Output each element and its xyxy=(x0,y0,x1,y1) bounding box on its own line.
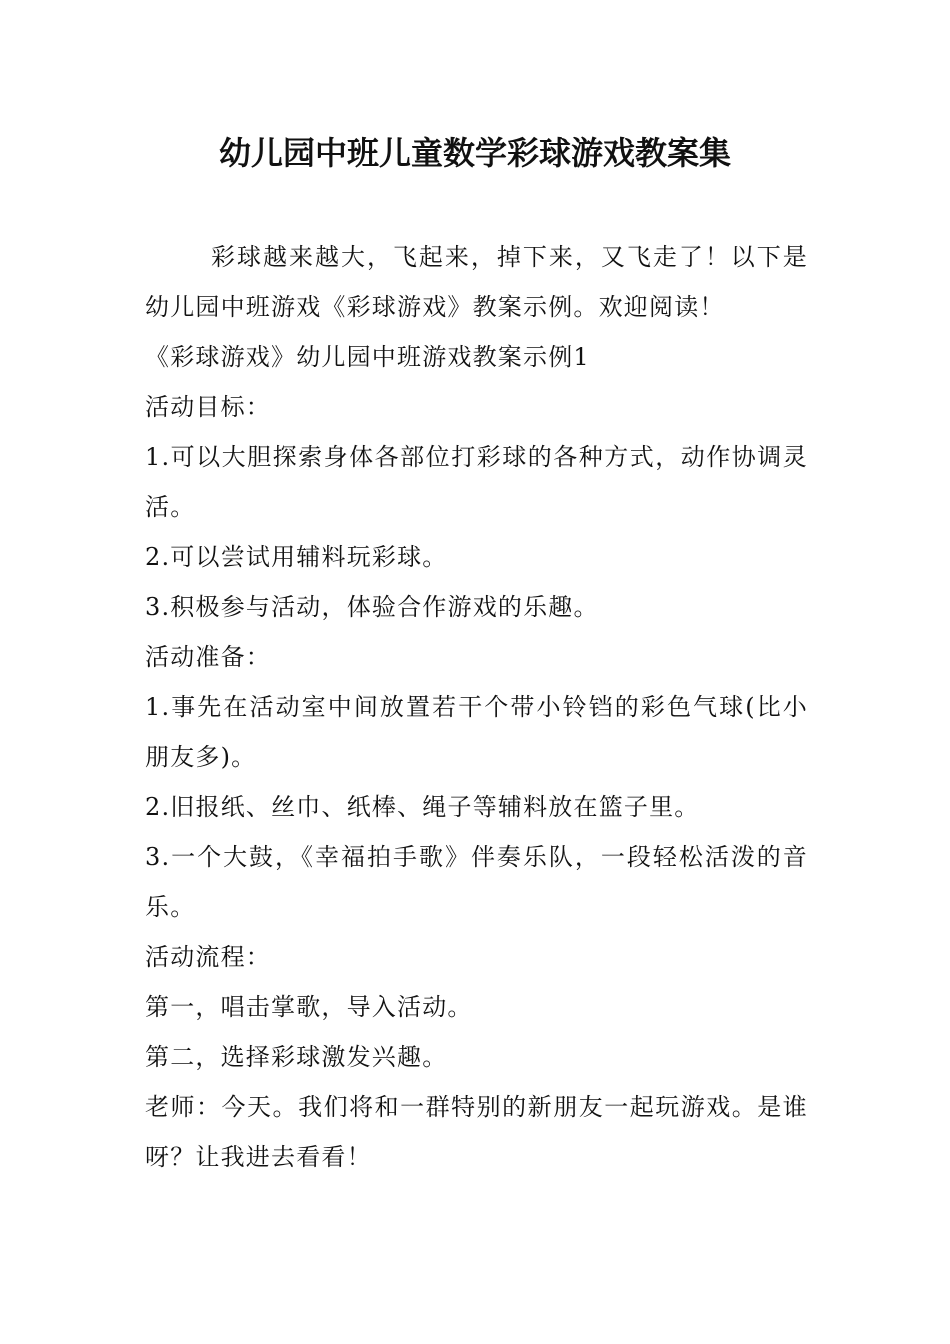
document-body xyxy=(145,232,808,1182)
preparation-item-1: 1.事先在活动室中间放置若干个带小铃铛的彩色气球(比小朋友多)。 xyxy=(145,693,808,771)
process-step-2: 第二，选择彩球激发兴趣。 xyxy=(145,1043,448,1071)
section-heading-example: 《彩球游戏》幼儿园中班游戏教案示例1 xyxy=(145,343,590,371)
goal-item-2: 2.可以尝试用辅料玩彩球。 xyxy=(145,543,448,571)
document-title: 幼儿园中班儿童数学彩球游戏教案集 xyxy=(218,134,731,172)
goal-item-3: 3.积极参与活动，体验合作游戏的乐趣。 xyxy=(145,593,599,621)
heading-activity-process: 活动流程： xyxy=(145,943,271,971)
teacher-dialogue: 老师：今天。我们将和一群特别的新朋友一起玩游戏。是谁呀？让我进去看看！ xyxy=(145,1093,808,1171)
process-step-1: 第一，唱击掌歌，导入活动。 xyxy=(145,993,473,1021)
goal-item-1: 1.可以大胆探索身体各部位打彩球的各种方式，动作协调灵活。 xyxy=(145,443,808,521)
preparation-item-2: 2.旧报纸、丝巾、纸棒、绳子等辅料放在篮子里。 xyxy=(145,793,700,821)
intro-paragraph: 彩球越来越大，飞起来，掉下来，又飞走了！以下是幼儿园中班游戏《彩球游戏》教案示例。欢迎阅读！ xyxy=(145,243,808,321)
preparation-item-3: 3.一个大鼓，《幸福拍手歌》伴奏乐队，一段轻松活泼的音乐。 xyxy=(145,843,808,921)
heading-activity-preparation: 活动准备： xyxy=(145,643,271,671)
heading-activity-goals: 活动目标： xyxy=(145,393,271,421)
